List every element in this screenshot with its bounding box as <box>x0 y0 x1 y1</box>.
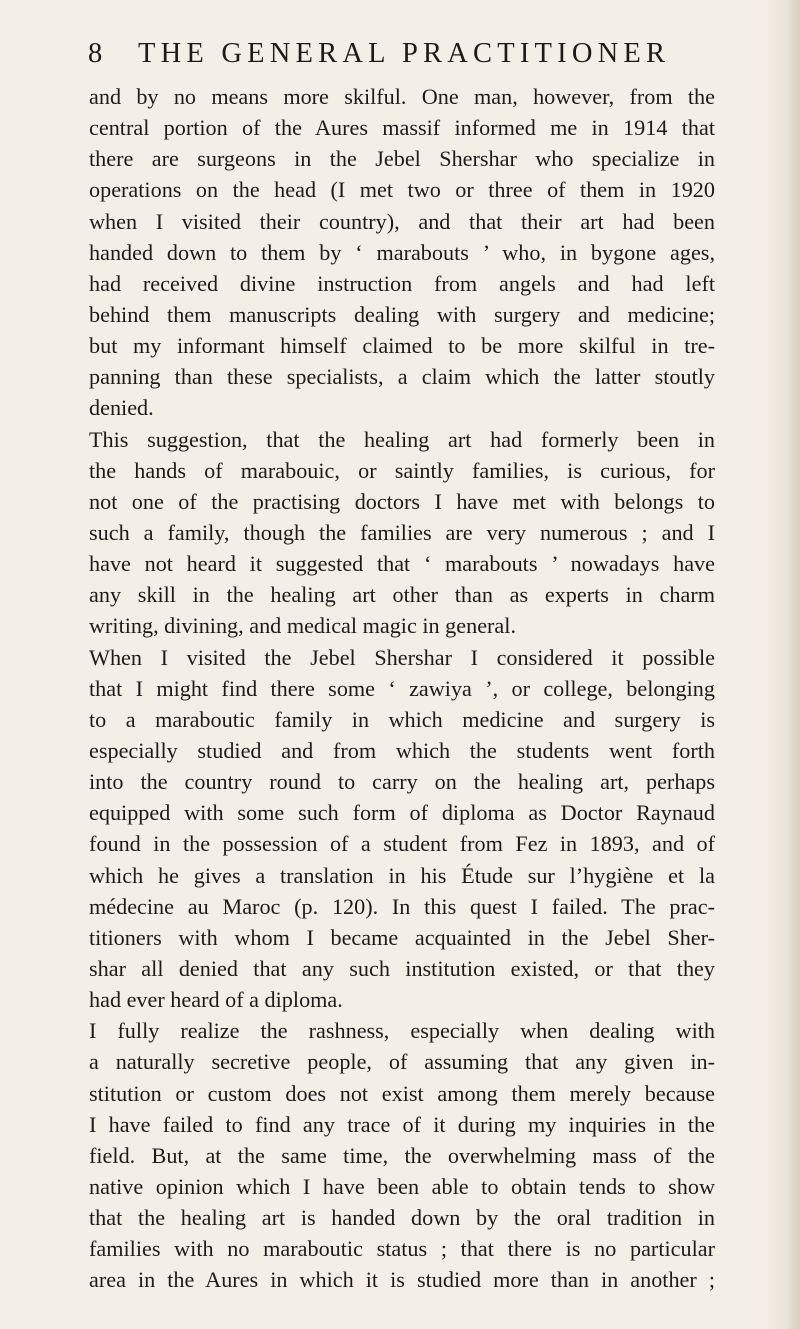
text-line: not one of the practising doctors I have met with belongs to <box>89 488 715 514</box>
text-line: handed down to them by ‘ marabouts ’ who, in bygone ages, <box>89 239 715 265</box>
text-line: titioners with whom I became acquainted in the Jebel Sher- <box>89 924 715 950</box>
text-line: behind them manuscripts dealing with surgery and medicine; <box>89 301 715 327</box>
page-edge-shadow <box>766 0 800 1329</box>
text-line: field. But, at the same time, the overwhelming mass of the <box>89 1142 715 1168</box>
text-line: had received divine instruction from angels and had left <box>89 270 715 296</box>
text-line: I have failed to find any trace of it during my inquiries in the <box>89 1111 715 1137</box>
text-line: that the healing art is handed down by the oral tradition in <box>89 1205 715 1231</box>
text-line: a naturally secretive people, of assuming that any given in- <box>89 1049 715 1075</box>
text-line: especially studied and from which the students went forth <box>89 737 715 763</box>
text-line: had ever heard of a diploma. <box>89 987 343 1013</box>
text-line: writing, divining, and medical magic in general. <box>89 613 516 639</box>
running-title: THE GENERAL PRACTITIONER <box>138 38 671 69</box>
text-line: shar all denied that any such institution existed, or that they <box>89 955 715 981</box>
text-line: found in the possession of a student from Fez in 1893, and of <box>89 831 715 857</box>
text-line: stitution or custom does not exist among them merely because <box>89 1080 715 1106</box>
text-line: native opinion which I have been able to obtain tends to show <box>89 1173 715 1199</box>
text-line: médecine au Maroc (p. 120). In this quest I failed. The prac- <box>89 893 715 919</box>
text-line: to a maraboutic family in which medicine and surgery is <box>89 706 715 732</box>
text-line: equipped with some such form of diploma as Doctor Raynaud <box>89 800 715 826</box>
text-line: This suggestion, that the healing art had formerly been in <box>89 426 715 452</box>
text-line: there are surgeons in the Jebel Shershar who specialize in <box>89 146 715 172</box>
text-line: the hands of marabouic, or saintly families, is curious, for <box>89 457 715 483</box>
text-line: into the country round to carry on the healing art, perhaps <box>89 769 715 795</box>
text-line: I fully realize the rashness, especially when dealing with <box>89 1018 715 1044</box>
page-number: 8 <box>88 38 103 69</box>
text-line: and by no means more skilful. One man, however, from the <box>89 84 715 109</box>
text-line: any skill in the healing art other than as experts in charm <box>89 582 715 608</box>
text-line: when I visited their country), and that their art had been <box>89 208 715 234</box>
text-line: but my informant himself claimed to be more skilful in tre- <box>89 333 715 359</box>
text-line: which he gives a translation in his Étude sur l’hygiène et la <box>89 862 715 888</box>
text-line: operations on the head (I met two or three of them in 1920 <box>89 177 715 203</box>
text-line: When I visited the Jebel Shershar I considered it possible <box>89 644 715 670</box>
text-line: that I might find there some ‘ zawiya ’, or college, belonging <box>89 675 715 701</box>
text-line: area in the Aures in which it is studied more than in another ; <box>89 1267 715 1293</box>
text-line: have not heard it suggested that ‘ marabouts ’ nowadays have <box>89 551 715 577</box>
text-line: central portion of the Aures massif informed me in 1914 that <box>89 115 715 141</box>
text-line: families with no maraboutic status ; that there is no particular <box>89 1236 715 1262</box>
text-line: denied. <box>89 395 154 421</box>
text-line: such a family, though the families are very numerous ; and I <box>89 519 715 545</box>
running-head <box>88 38 728 78</box>
text-line: panning than these specialists, a claim which the latter stoutly <box>89 364 715 390</box>
body-text <box>89 81 715 1295</box>
